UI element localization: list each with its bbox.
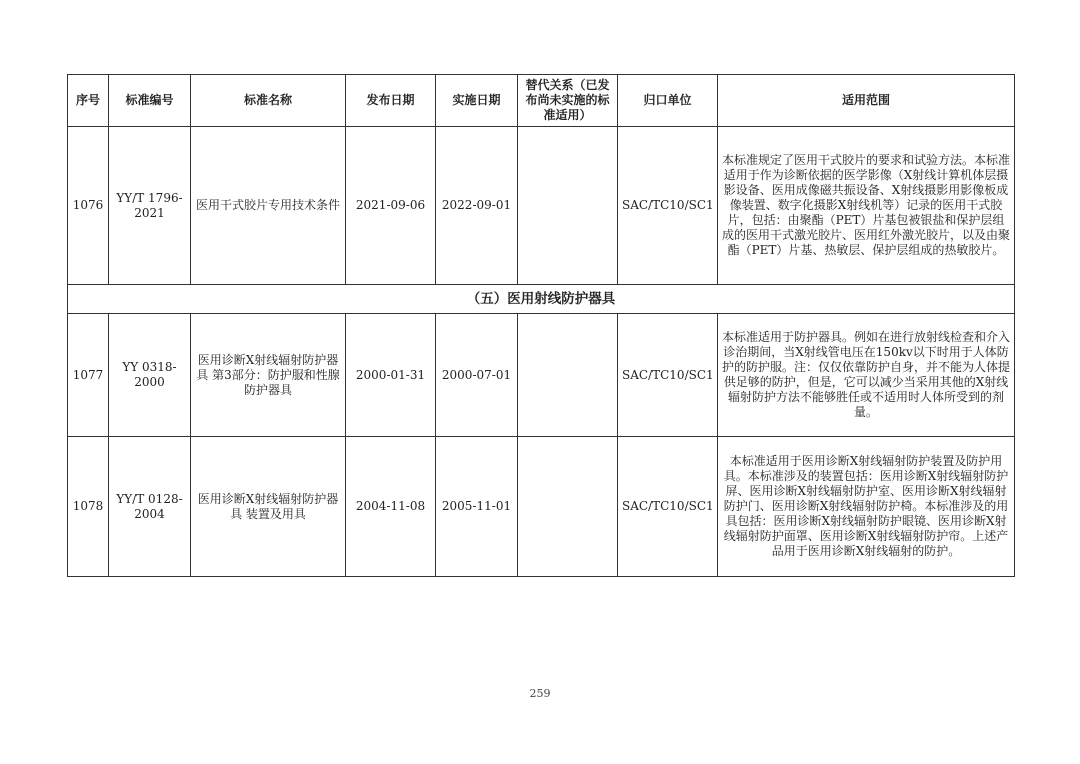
col-header-name: 标准名称 [191, 75, 346, 127]
section-title: （五）医用射线防护器具 [68, 285, 1015, 314]
col-header-no: 序号 [68, 75, 109, 127]
row-no: 1077 [68, 314, 109, 437]
row-name: 医用诊断X射线辐射防护器具 第3部分：防护服和性腺防护器具 [191, 314, 346, 437]
page-number: 259 [529, 687, 551, 700]
row-implement-date: 2005-11-01 [436, 437, 518, 577]
standards-table [67, 74, 1015, 577]
col-header-publish-date: 发布日期 [346, 75, 436, 127]
row-unit: SAC/TC10/SC1 [618, 437, 718, 577]
row-scope: 本标准规定了医用干式胶片的要求和试验方法。本标准适用于作为诊断依据的医学影像（X射线计算机体层摄影设备、医用成像磁共振设备、X射线摄影用影像板成像装置、数字化摄影X射线机等）记录的医用干式胶片，包括：由聚酯（PET）片基包被银盐和保护层组成的医用干式激光胶片、医用红外激光胶片，以及由聚酯（PET）片基、热敏层、保护层组成的热敏胶片。 [718, 127, 1015, 285]
table-row [68, 127, 1015, 285]
row-unit: SAC/TC10/SC1 [618, 127, 718, 285]
row-scope: 本标准适用于防护器具。例如在进行放射线检查和介入诊治期间，当X射线管电压在150kv以下时用于人体防护的防护服。注：仅仅依靠防护自身，并不能为人体提供足够的防护，但是，它可以减少当采用其他的X射线辐射防护方法不能够胜任或不适用时人体所受到的剂量。 [718, 314, 1015, 437]
table-row [68, 437, 1015, 577]
row-implement-date: 2000-07-01 [436, 314, 518, 437]
section-row [68, 285, 1015, 314]
row-scope: 本标准适用于医用诊断X射线辐射防护装置及防护用具。本标准涉及的装置包括：医用诊断X射线辐射防护屏、医用诊断X射线辐射防护室、医用诊断X射线辐射防护门、医用诊断X射线辐射防护椅。本标准涉及的用具包括：医用诊断X射线辐射防护眼镜、医用诊断X射线辐射防护面罩、医用诊断X射线辐射防护帘。上述产品用于医用诊断X射线辐射的防护。 [718, 437, 1015, 577]
row-publish-date: 2000-01-31 [346, 314, 436, 437]
row-publish-date: 2004-11-08 [346, 437, 436, 577]
row-code: YY/T 0128-2004 [109, 437, 191, 577]
row-unit: SAC/TC10/SC1 [618, 314, 718, 437]
table-row [68, 314, 1015, 437]
row-name: 医用干式胶片专用技术条件 [191, 127, 346, 285]
row-replacement [518, 314, 618, 437]
row-name: 医用诊断X射线辐射防护器具 装置及用具 [191, 437, 346, 577]
row-code: YY 0318-2000 [109, 314, 191, 437]
row-no: 1076 [68, 127, 109, 285]
col-header-scope: 适用范围 [718, 75, 1015, 127]
row-replacement [518, 437, 618, 577]
row-replacement [518, 127, 618, 285]
row-code: YY/T 1796-2021 [109, 127, 191, 285]
row-publish-date: 2021-09-06 [346, 127, 436, 285]
row-no: 1078 [68, 437, 109, 577]
col-header-replacement: 替代关系（已发布尚未实施的标准适用） [518, 75, 618, 127]
row-implement-date: 2022-09-01 [436, 127, 518, 285]
col-header-implement-date: 实施日期 [436, 75, 518, 127]
col-header-code: 标准编号 [109, 75, 191, 127]
header-row [68, 75, 1015, 127]
col-header-unit: 归口单位 [618, 75, 718, 127]
